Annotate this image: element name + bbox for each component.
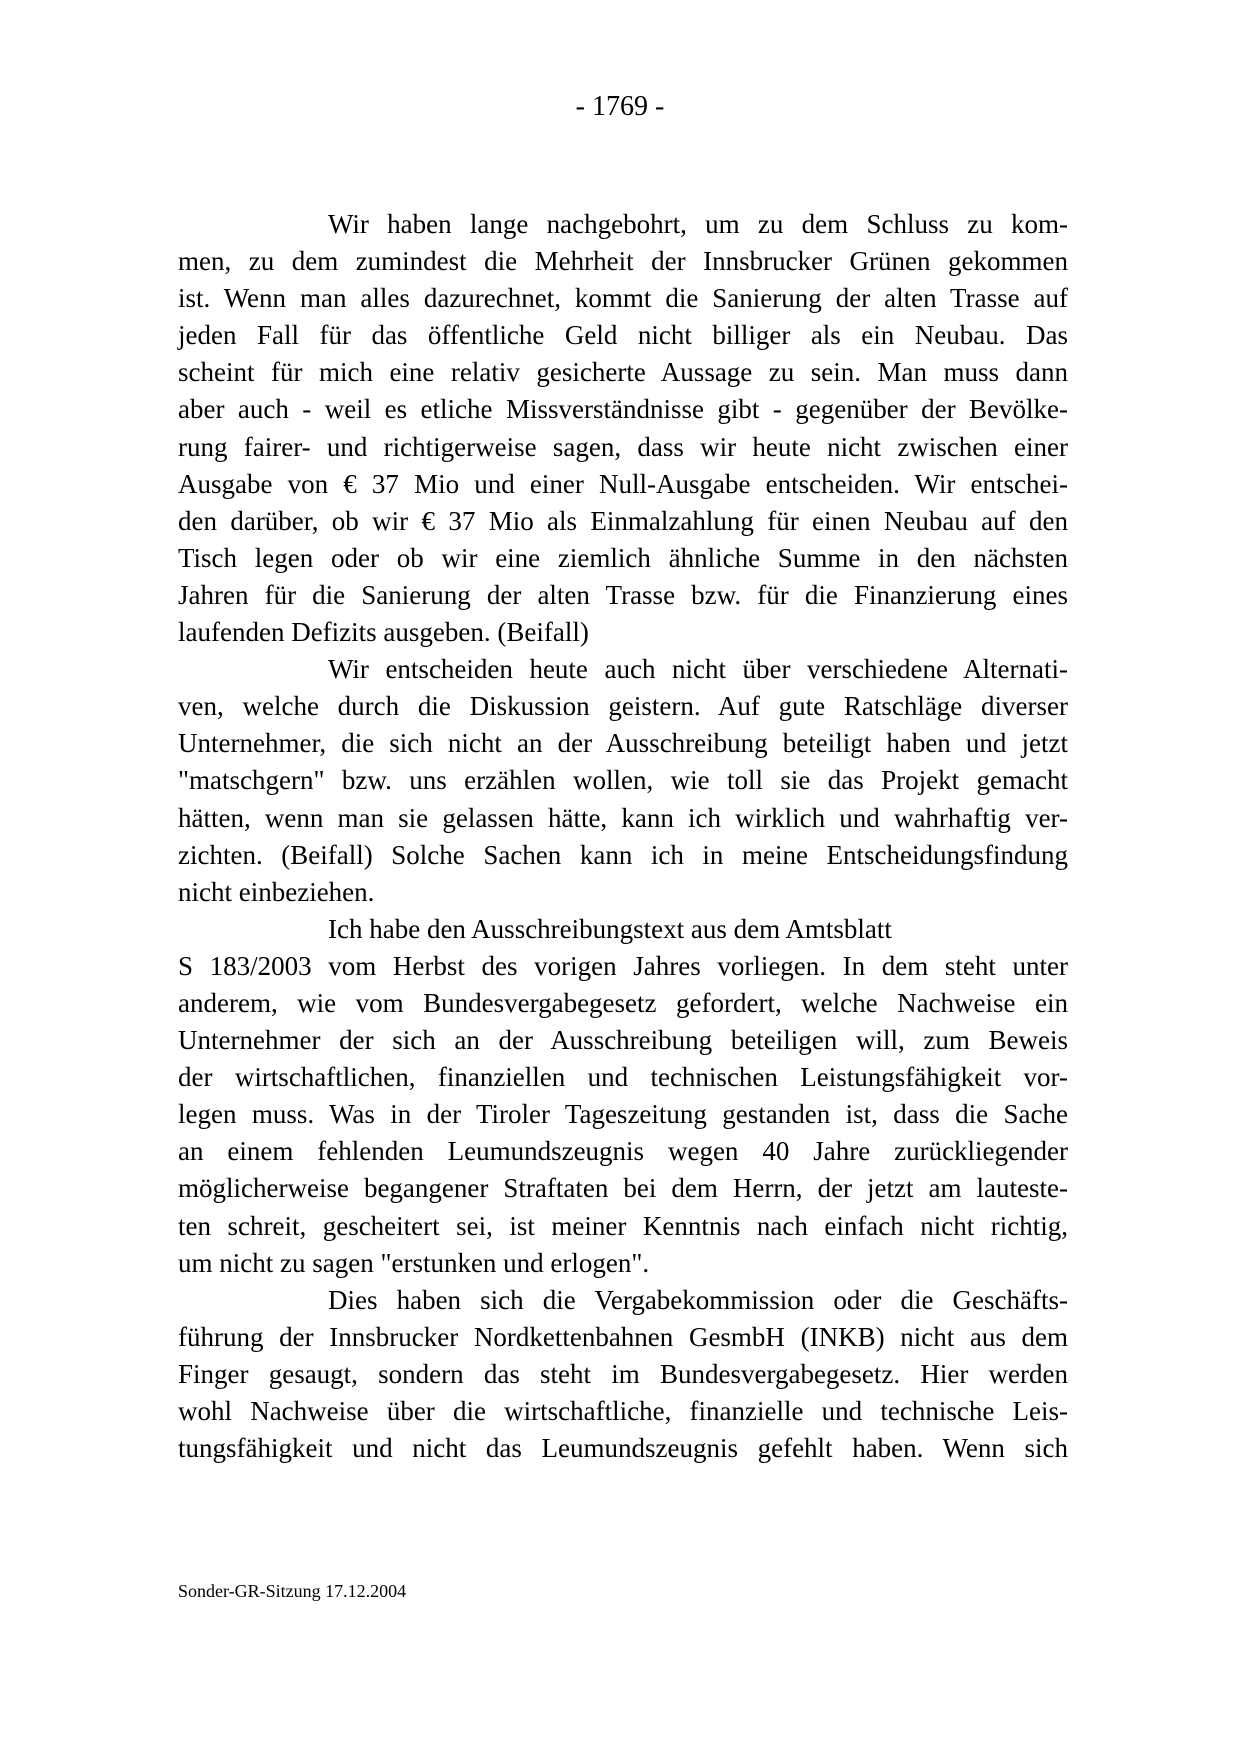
text-line: hätten, wenn man sie gelassen hätte, kann ich wirklich und wahrhaftig ver- (178, 802, 1068, 833)
text-line: ven, welche durch die Diskussion geistern. Auf gute Ratschläge diverser (178, 691, 1068, 722)
text-line: S 183/2003 vom Herbst des vorigen Jahres vorliegen. In dem steht unter (178, 950, 1068, 981)
text-line: ten schreit, gescheitert sei, ist meiner Kenntnis nach einfach nicht richtig, (178, 1210, 1068, 1241)
text-line: Ausgabe von € 37 Mio und einer Null-Ausgabe entscheiden. Wir entschei- (178, 468, 1068, 499)
paragraph (178, 911, 1068, 1282)
text-line: führung der Innsbrucker Nordkettenbahnen GesmbH (INKB) nicht aus dem (178, 1321, 1068, 1352)
text-line: wohl Nachweise über die wirtschaftliche, finanzielle und technische Leis- (178, 1396, 1068, 1426)
text-line: ist. Wenn man alles dazurechnet, kommt die Sanierung der alten Trasse auf (178, 283, 1068, 314)
text-line: möglicherweise begangener Straftaten bei dem Herrn, der jetzt am lauteste- (178, 1173, 1068, 1204)
footer: Sonder-GR-Sitzung 17.12.2004 (178, 1581, 407, 1601)
text-line: zichten. (Beifall) Solche Sachen kann ich in meine Entscheidungsfindung (178, 839, 1068, 870)
text-line: Finger gesaugt, sondern das steht im Bundesvergabegesetz. Hier werden (178, 1358, 1068, 1389)
paragraph (178, 651, 1068, 911)
text-line: den darüber, ob wir € 37 Mio als Einmalzahlung für einen Neubau auf den (178, 505, 1068, 536)
text-line: tungsfähigkeit und nicht das Leumundszeugnis gefehlt haben. Wenn sich (178, 1433, 1068, 1464)
text-line: "matschgern" bzw. uns erzählen wollen, wie toll sie das Projekt gemacht (178, 765, 1068, 796)
text-line: scheint für mich eine relativ gesicherte Aussage zu sein. Man muss dann (178, 357, 1068, 388)
text-line: Ich habe den Ausschreibungstext aus dem Amtsblatt (328, 913, 892, 944)
page-number: - 1769 - (575, 91, 665, 122)
text-line: um nicht zu sagen "erstunken und erlogen". (178, 1247, 650, 1278)
text-line: an einem fehlenden Leumundszeugnis wegen 40 Jahre zurückliegender (178, 1136, 1068, 1167)
text-line: aber auch - weil es etliche Missverständnisse gibt - gegenüber der Bevölke- (178, 394, 1068, 425)
text-line: Unternehmer, die sich nicht an der Ausschreibung beteiligt haben und jetzt (178, 728, 1068, 759)
text-line: Unternehmer der sich an der Ausschreibung beteiligen will, zum Beweis (178, 1025, 1068, 1056)
text-line: rung fairer- und richtigerweise sagen, dass wir heute nicht zwischen einer (178, 431, 1068, 462)
body-text (178, 206, 1068, 1467)
text-line: der wirtschaftlichen, finanziellen und technischen Leistungsfähigkeit vor- (178, 1062, 1068, 1093)
text-line: Tisch legen oder ob wir eine ziemlich ähnliche Summe in den nächsten (178, 542, 1068, 573)
text-line: Jahren für die Sanierung der alten Trasse bzw. für die Finanzierung eines (178, 579, 1068, 610)
text-line: Dies haben sich die Vergabekommission oder die Geschäfts- (328, 1284, 1068, 1315)
text-line: anderem, wie vom Bundesvergabegesetz gefordert, welche Nachweise ein (178, 987, 1068, 1018)
paragraph (178, 206, 1068, 651)
text-line: legen muss. Was in der Tiroler Tageszeitung gestanden ist, dass die Sache (178, 1099, 1068, 1130)
text-line: Wir entscheiden heute auch nicht über verschiedene Alternati- (328, 654, 1068, 685)
text-line: jeden Fall für das öffentliche Geld nicht billiger als ein Neubau. Das (178, 320, 1068, 351)
text-line: Wir haben lange nachgebohrt, um zu dem Schluss zu kom- (328, 209, 1068, 239)
text-line: nicht einbeziehen. (178, 876, 375, 907)
text-line: men, zu dem zumindest die Mehrheit der Innsbrucker Grünen gekommen (178, 246, 1068, 277)
paragraph (178, 1282, 1068, 1467)
text-line: laufenden Defizits ausgeben. (Beifall) (178, 617, 589, 648)
